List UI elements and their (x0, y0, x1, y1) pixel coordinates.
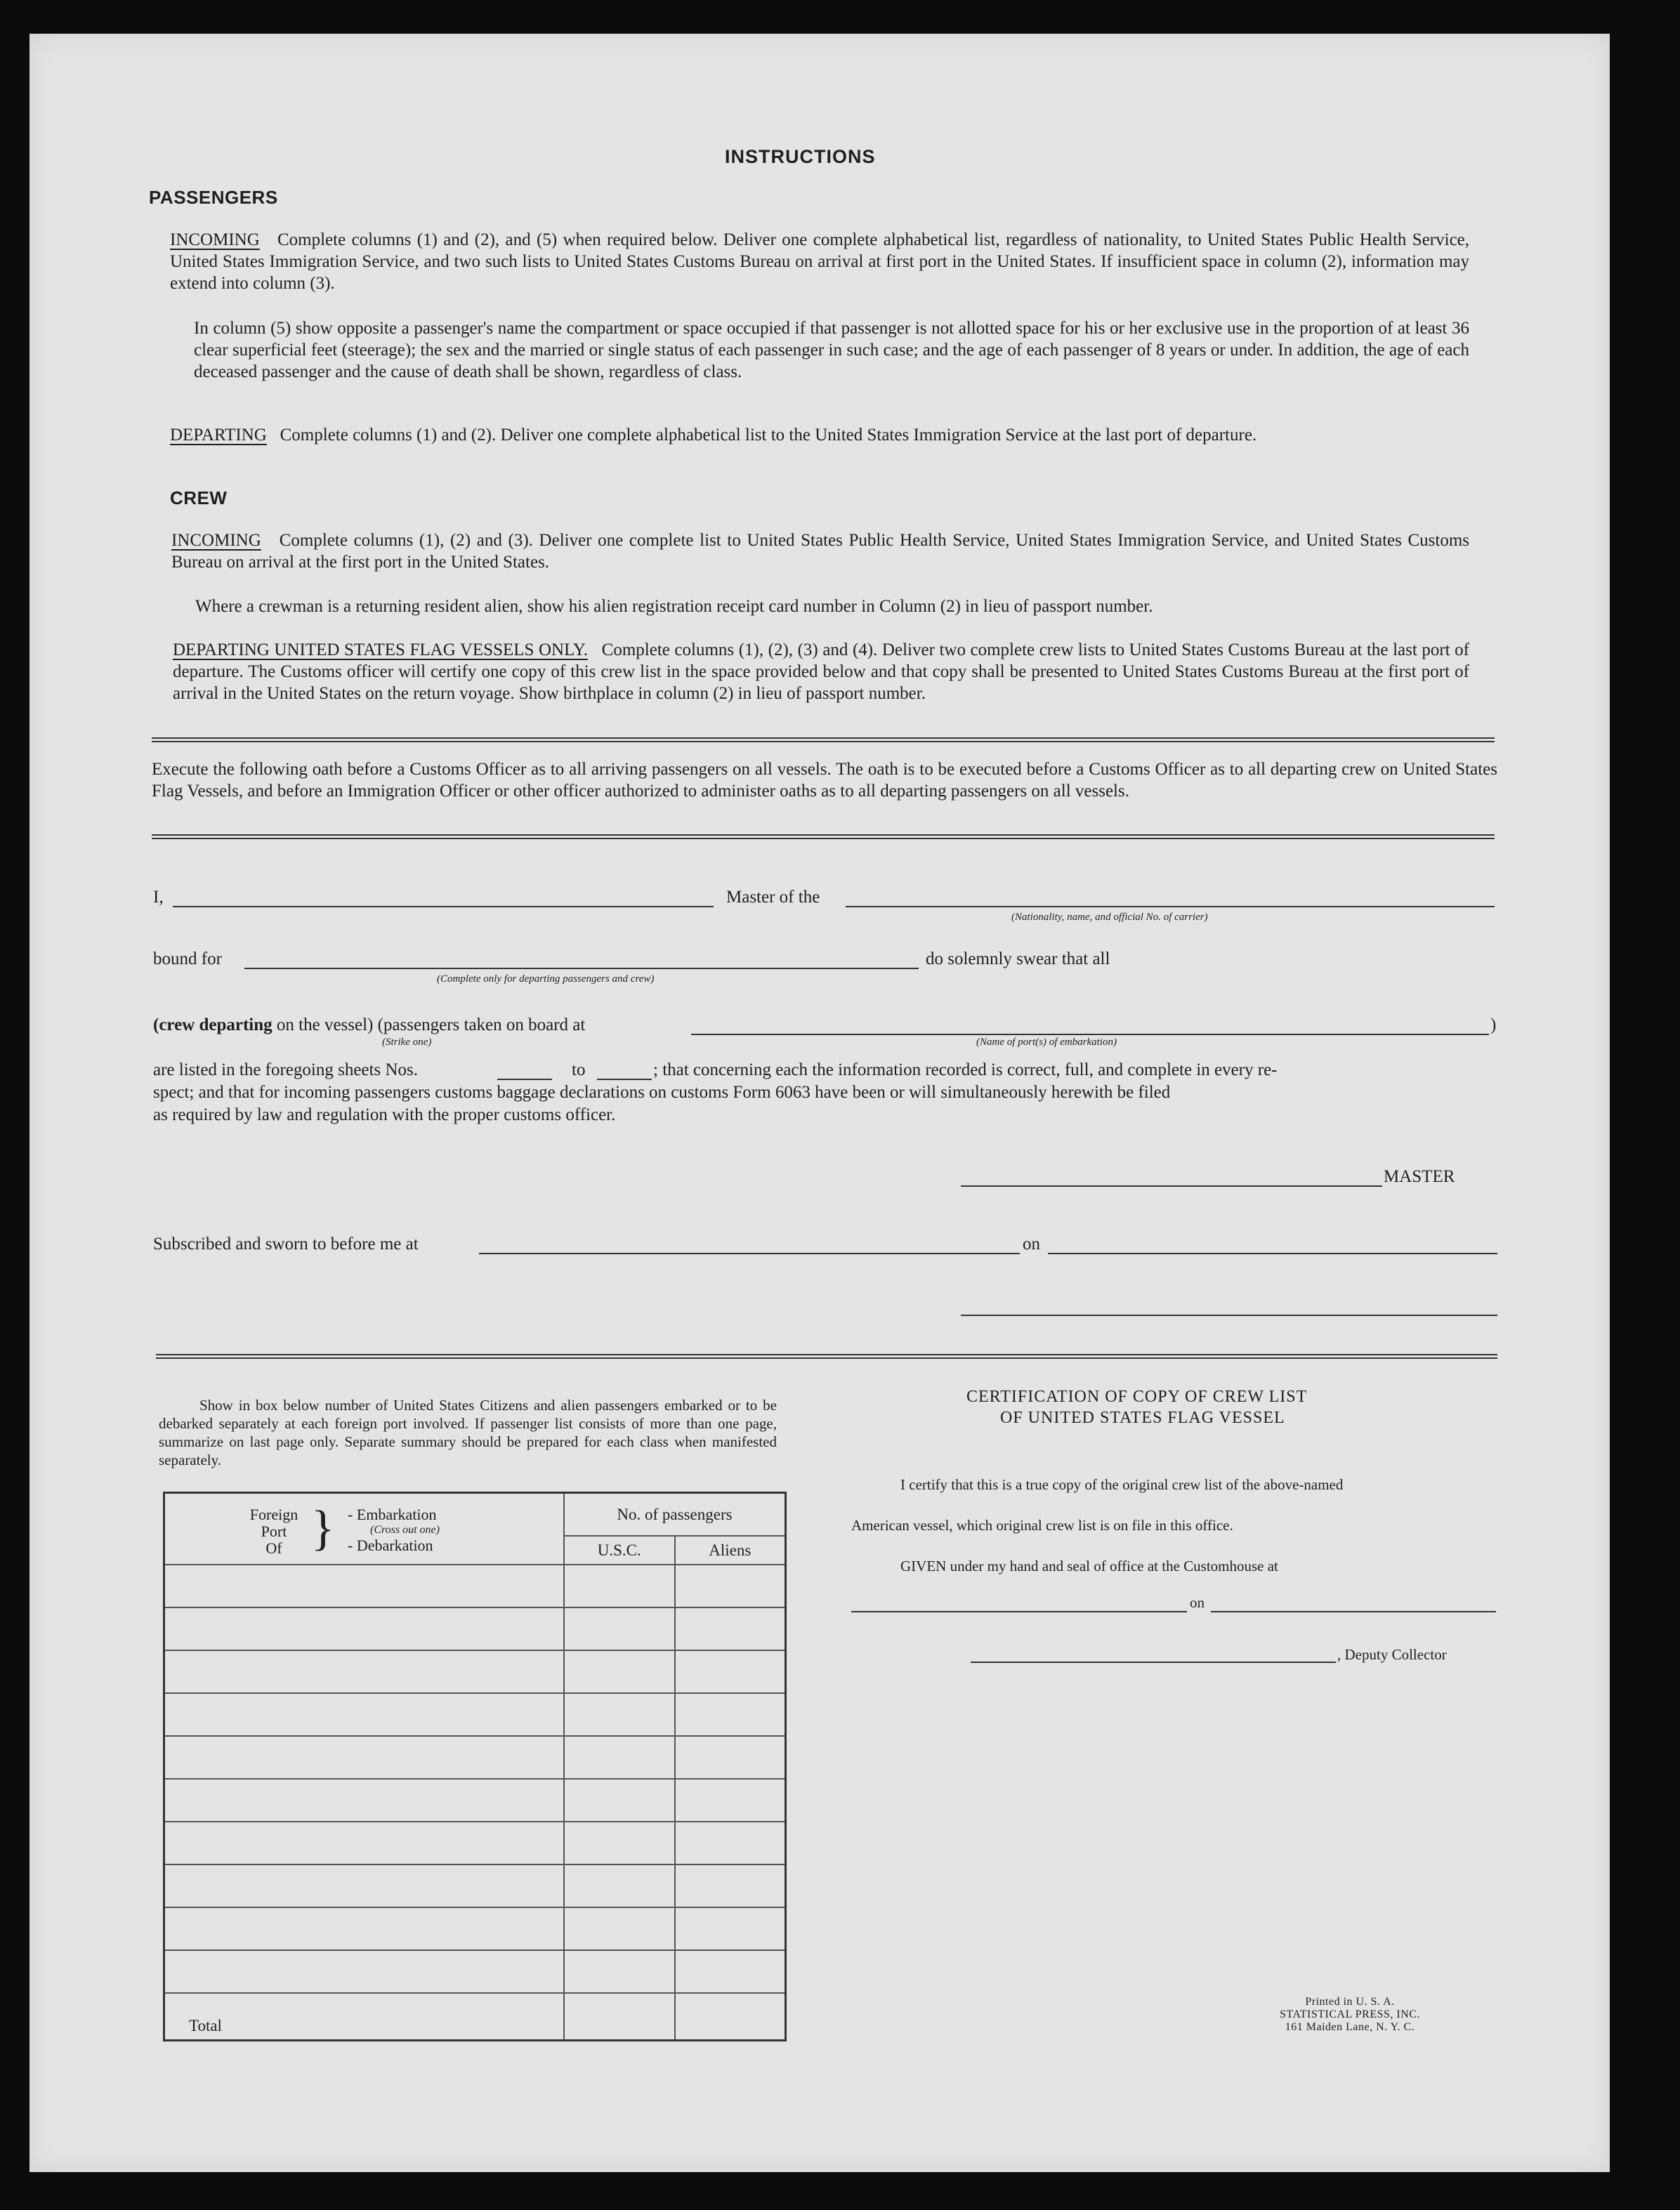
passengers-departing-paragraph (170, 424, 1469, 446)
table-row (164, 1864, 786, 1907)
crew-incoming-label: INCOMING (171, 531, 261, 550)
usc-total-cell[interactable] (564, 1993, 675, 2041)
section-divider (152, 737, 1495, 742)
on-vessel-text: on the vessel) (passengers taken on board at (276, 1015, 586, 1034)
foreign-label: Foreign (249, 1506, 298, 1523)
crew-incoming-text: Complete columns (1), (2) and (3). Deliver one complete list to United States Public Health Service, United States Immigration Service, and United States Customs Bureau on arrival at the first port in the United States. (171, 531, 1470, 572)
printer-imprint (1238, 1996, 1462, 2034)
passengers-incoming-note: In column (5) show opposite a passenger's name the compartment or space occupied if that passenger is not allotted space for his or her exclusive use in the proportion of at least 36 clear superficial feet (steerage); the sex and the married or single status of each passenger in such case; and the age of each passenger of 8 years or under. In addition, the age of each deceased passenger and the cause of death shall be shown, regardless of class. (194, 319, 1469, 381)
total-label: Total (164, 1993, 564, 2041)
sworn-place-line[interactable] (479, 1253, 1020, 1254)
printer-line-2: STATISTICAL PRESS, INC. (1280, 2008, 1420, 2020)
master-of-the: Master of the (726, 888, 820, 907)
usc-cell[interactable] (564, 1907, 675, 1950)
crew-passengers-line (153, 1015, 585, 1035)
oath-i: I, (153, 888, 164, 907)
passengers-departing-label: DEPARTING (170, 426, 267, 445)
crew-incoming-note: Where a crewman is a returning resident alien, show his alien registration receipt card number in Column (2) in lieu of passport number. (195, 597, 1153, 616)
aliens-cell[interactable] (675, 1736, 786, 1779)
close-paren: ) (1490, 1015, 1497, 1034)
strike-one-caption: (Strike one) (382, 1037, 432, 1048)
aliens-cell[interactable] (675, 1650, 786, 1693)
passengers-heading: PASSENGERS (149, 187, 278, 208)
certification-on: on (1190, 1594, 1205, 1611)
ports-caption: (Name of port(s) of embarkation) (976, 1037, 1117, 1048)
aliens-cell[interactable] (675, 1907, 786, 1950)
crew-departing-label: DEPARTING UNITED STATES FLAG VESSELS ONLY. (173, 640, 588, 659)
usc-cell[interactable] (564, 1607, 675, 1650)
table-row (164, 1779, 786, 1822)
customhouse-line[interactable] (851, 1611, 1187, 1612)
table-row (164, 1607, 786, 1650)
embarkation-option[interactable]: - Embarkation (348, 1506, 437, 1523)
usc-cell[interactable] (564, 1736, 675, 1779)
bound-for: bound for (153, 949, 222, 968)
certification-line-2: American vessel, which original crew list is on file in this office. (851, 1517, 1233, 1534)
usc-cell[interactable] (564, 1822, 675, 1864)
sheet-to-line[interactable] (597, 1079, 652, 1080)
usc-cell[interactable] (564, 1950, 675, 1993)
port-cell[interactable] (164, 1864, 564, 1907)
port-cell[interactable] (164, 1607, 564, 1650)
passengers-departing-text: Complete columns (1) and (2). Deliver one complete alphabetical list to the United States Immigration Service at the last port of departure. (280, 426, 1257, 445)
subscribed-text: Subscribed and sworn to before me at (153, 1235, 419, 1254)
sworn-on: on (1023, 1235, 1040, 1254)
certification-heading-2: OF UNITED STATES FLAG VESSEL (1000, 1409, 1285, 1427)
debarkation-option[interactable]: - Debarkation (348, 1537, 433, 1554)
table-row (164, 1907, 786, 1950)
aliens-cell[interactable] (675, 1779, 786, 1822)
section-divider (152, 834, 1495, 839)
embarkation-ports-line[interactable] (691, 1034, 1489, 1035)
aliens-cell[interactable] (675, 1822, 786, 1864)
port-cell[interactable] (164, 1779, 564, 1822)
usc-header: U.S.C. (564, 1536, 675, 1565)
deputy-signature-line[interactable] (971, 1662, 1336, 1663)
master-signature-line[interactable] (961, 1185, 1382, 1187)
master-name-line[interactable] (173, 906, 714, 907)
summary-note: Show in box below number of United States Citizens and alien passengers embarked or to be debarked separately at each foreign port involved. If passenger list consists of more than one page, summarize on last page only. Separate summary should be prepared for each class when manifested separately. (159, 1397, 777, 1468)
aliens-cell[interactable] (675, 1565, 786, 1607)
printer-line-1: Printed in U. S. A. (1305, 1996, 1395, 2008)
crew-departing-option[interactable]: (crew departing (153, 1015, 273, 1034)
usc-cell[interactable] (564, 1650, 675, 1693)
deputy-collector-label: , Deputy Collector (1337, 1646, 1447, 1663)
certification-date-line[interactable] (1211, 1611, 1496, 1612)
sworn-date-line[interactable] (1048, 1253, 1497, 1254)
cross-out-caption: (Cross out one) (370, 1524, 440, 1536)
listed-sheets-text: are listed in the foregoing sheets Nos. (153, 1060, 418, 1079)
crew-departing-paragraph (173, 639, 1469, 704)
foreign-port-header (164, 1493, 564, 1565)
aliens-cell[interactable] (675, 1864, 786, 1907)
usc-cell[interactable] (564, 1779, 675, 1822)
aliens-cell[interactable] (675, 1950, 786, 1993)
total-row (164, 1993, 786, 2041)
oath-instruction: Execute the following oath before a Customs Officer as to all arriving passengers on all vessels. The oath is to be executed before a Customs Officer as to all departing crew on United States Flag Vessels, and before an Immigration Officer or other officer authorized to administer oaths as to all departing passengers on all vessels. (152, 760, 1497, 801)
aliens-header: Aliens (675, 1536, 786, 1565)
crew-heading: CREW (170, 487, 228, 508)
port-cell[interactable] (164, 1650, 564, 1693)
carrier-caption: (Nationality, name, and official No. of carrier) (1011, 912, 1208, 923)
port-cell[interactable] (164, 1950, 564, 1993)
usc-cell[interactable] (564, 1693, 675, 1736)
port-label: Port (261, 1522, 287, 1540)
aliens-total-cell[interactable] (675, 1993, 786, 2041)
printer-line-3: 161 Maiden Lane, N. Y. C. (1285, 2021, 1415, 2033)
page-title: INSTRUCTIONS (725, 146, 876, 167)
aliens-cell[interactable] (675, 1607, 786, 1650)
usc-cell[interactable] (564, 1565, 675, 1607)
passengers-incoming-label: INCOMING (170, 230, 260, 249)
solemnly-swear: do solemnly swear that all (926, 949, 1110, 968)
table-row (164, 1822, 786, 1864)
section-divider (156, 1354, 1497, 1359)
table-row (164, 1650, 786, 1693)
listed-text-2: spect; and that for incoming passengers customs baggage declarations on customs Form 6063 have been or will simultaneously herewith be filed (153, 1083, 1171, 1102)
crew-incoming-paragraph (171, 530, 1469, 573)
passengers-incoming-text: Complete columns (1) and (2), and (5) when required below. Deliver one complete alphabetical list, regardless of nationality, to United States Public Health Service, United States Immigration Service, and two such lists to United States Customs Bureau on arrival at first port in the United States. If insufficient space in column (2), information may extend into column (3). (170, 230, 1470, 293)
no-passengers-header: No. of passengers (564, 1493, 786, 1537)
master-label: MASTER (1384, 1167, 1455, 1186)
table-row (164, 1950, 786, 1993)
passengers-incoming-paragraph (170, 229, 1469, 294)
bound-for-line[interactable] (244, 968, 919, 969)
port-cell[interactable] (164, 1822, 564, 1864)
sheet-from-line[interactable] (497, 1079, 552, 1080)
form-page (29, 34, 1610, 2172)
aliens-cell[interactable] (675, 1693, 786, 1736)
bound-caption: (Complete only for departing passengers and crew) (437, 973, 655, 985)
port-cell[interactable] (164, 1907, 564, 1950)
certification-heading-1: CERTIFICATION OF COPY OF CREW LIST (966, 1388, 1308, 1406)
port-cell[interactable] (164, 1565, 564, 1607)
table-row (164, 1736, 786, 1779)
passenger-summary-table (163, 1492, 787, 2041)
certification-line-3: GIVEN under my hand and seal of office at the Customhouse at (900, 1558, 1278, 1574)
usc-cell[interactable] (564, 1864, 675, 1907)
table-row (164, 1693, 786, 1736)
of-label: Of (265, 1539, 282, 1557)
brace-icon: } (311, 1501, 335, 1555)
port-cell[interactable] (164, 1736, 564, 1779)
listed-to: to (572, 1060, 586, 1079)
carrier-line[interactable] (846, 906, 1495, 907)
listed-text-1: ; that concerning each the information recorded is correct, full, and complete in every re- (653, 1060, 1278, 1079)
officer-signature-line[interactable] (961, 1315, 1497, 1316)
listed-text-3: as required by law and regulation with the proper customs officer. (153, 1105, 616, 1124)
port-cell[interactable] (164, 1693, 564, 1736)
certification-line-1: I certify that this is a true copy of the original crew list of the above-named (900, 1476, 1344, 1493)
crew-departing-text: Complete columns (1), (2), (3) and (4). Deliver two complete crew lists to United States Customs Bureau at the last port of departure. The Customs officer will certify one copy of this crew list in the space provided below and that copy shall be presented to United States Customs Bureau at the first port of arrival in the United States on the return voyage. Show birthplace in column (2) in lieu of passport number. (173, 640, 1470, 703)
table-row (164, 1565, 786, 1607)
